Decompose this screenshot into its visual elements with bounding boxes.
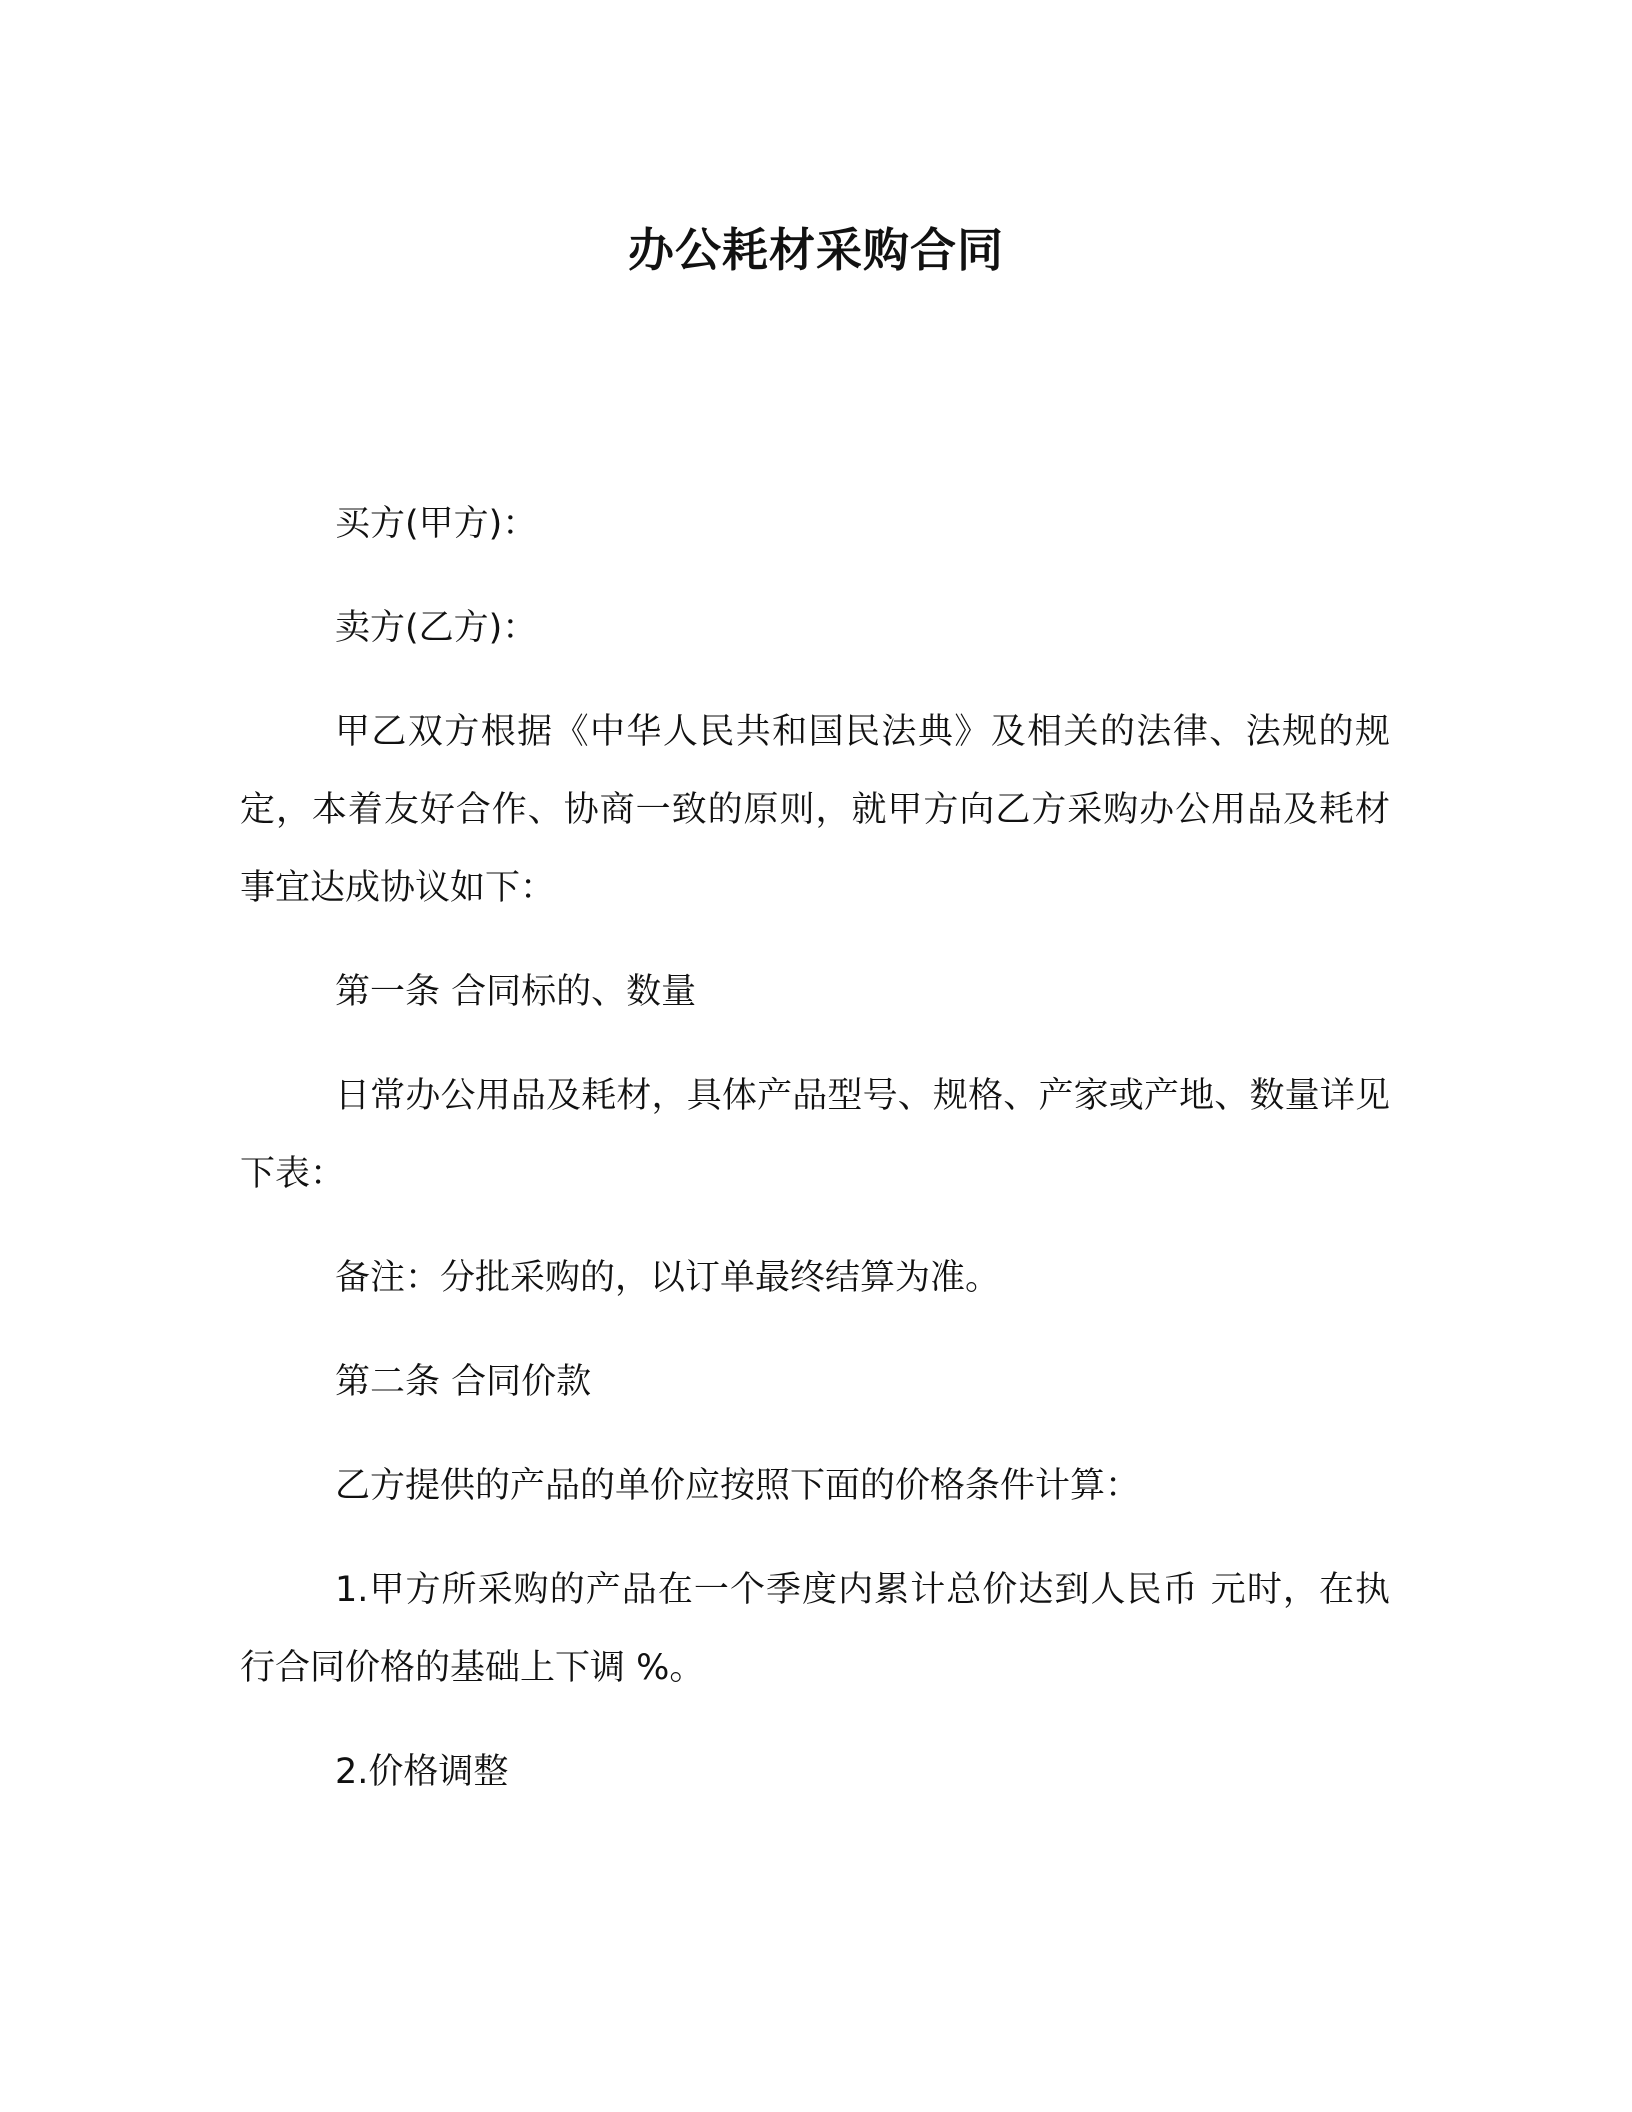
article-2-heading: 第二条 合同价款 (335, 1362, 592, 1402)
buyer-line: 买方(甲方)： (335, 504, 538, 544)
article-1-heading: 第一条 合同标的、数量 (335, 972, 697, 1012)
clause-2-1: 1.甲方所采购的产品在一个季度内累计总价达到人民币 元时，在执行合同价格的基础上下调 %。 (240, 1570, 1390, 1688)
remark-text: 备注：分批采购的，以订单最终结算为准。 (335, 1258, 1001, 1298)
document-body (240, 485, 1390, 1837)
document-title: 办公耗材采购合同 (628, 223, 1004, 277)
article-2-text: 乙方提供的产品的单价应按照下面的价格条件计算： (335, 1466, 1141, 1506)
preamble-paragraph: 甲乙双方根据《中华人民共和国民法典》及相关的法律、法规的规定，本着友好合作、协商一致的原则，就甲方向乙方采购办公用品及耗材事宜达成协议如下： (240, 712, 1390, 908)
seller-line: 卖方(乙方)： (335, 608, 538, 648)
clause-2-2: 2.价格调整 (335, 1752, 509, 1792)
article-1-text: 日常办公用品及耗材，具体产品型号、规格、产家或产地、数量详见下表： (240, 1076, 1390, 1194)
